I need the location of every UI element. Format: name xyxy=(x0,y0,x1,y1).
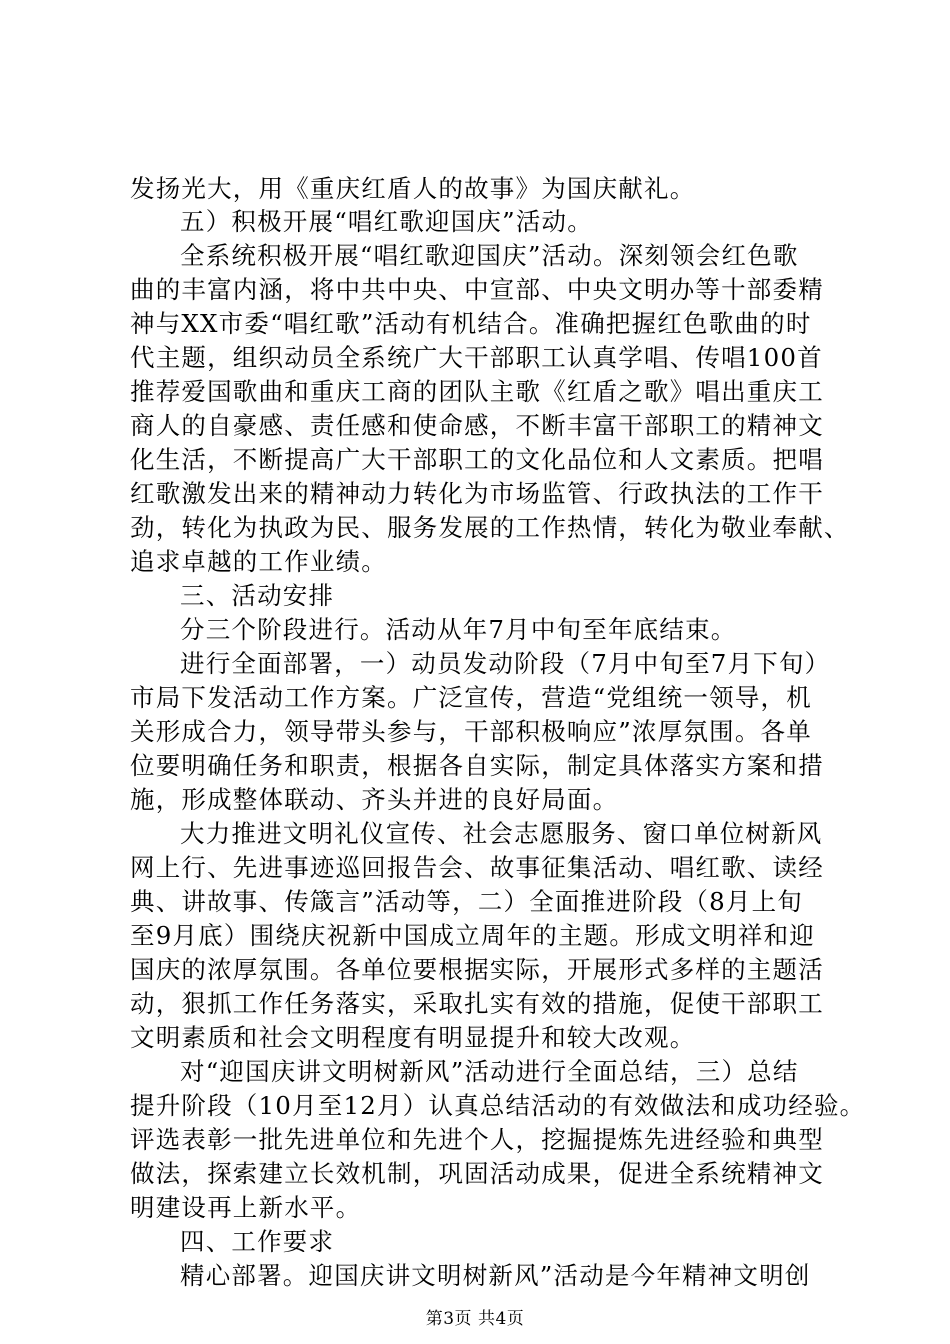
text-line: 评选表彰一批先进单位和先进个人，挖掘提炼先进经验和典型 xyxy=(130,1125,824,1154)
text-line: 提升阶段（10月至12月）认真总结活动的有效做法和成功经验。 xyxy=(130,1091,866,1120)
text-line: 动，狠抓工作任务落实，采取扎实有效的措施，促使干部职工 xyxy=(130,989,824,1018)
text-line: 推荐爱国歌曲和重庆工商的团队主歌《红盾之歌》唱出重庆工 xyxy=(130,377,824,406)
text-line: 位要明确任务和职责，根据各自实际，制定具体落实方案和措 xyxy=(130,751,824,780)
text-line: 典、讲故事、传箴言”活动等，二）全面推进阶段（8月上旬 xyxy=(130,887,804,916)
section-heading: 五）积极开展“唱红歌迎国庆”活动。 xyxy=(180,207,593,236)
text-line: 劲，转化为执政为民、服务发展的工作热情，转化为敬业奉献、 xyxy=(130,513,850,542)
text-line: 至9月底）围绕庆祝新中国成立周年的主题。形成文明祥和迎 xyxy=(130,921,815,950)
text-line: 追求卓越的工作业绩。 xyxy=(130,547,387,576)
text-line: 进行全面部署，一）动员发动阶段（7月中旬至7月下旬） xyxy=(180,649,831,678)
text-line: 关形成合力，领导带头参与，干部积极响应”浓厚氛围。各单 xyxy=(130,717,812,746)
text-line: 代主题，组织动员全系统广大干部职工认真学唱、传唱100首 xyxy=(130,343,823,372)
text-line: 分三个阶段进行。活动从年7月中旬至年底结束。 xyxy=(180,615,737,644)
text-line: 施，形成整体联动、齐头并进的良好局面。 xyxy=(130,785,619,814)
text-line: 市局下发活动工作方案。广泛宣传，营造“党组统一领导，机 xyxy=(130,683,812,712)
text-line: 红歌激发出来的精神动力转化为市场监管、行政执法的工作干 xyxy=(130,479,824,508)
text-line: 文明素质和社会文明程度有明显提升和较大改观。 xyxy=(130,1023,696,1052)
text-line: 对“迎国庆讲文明树新风”活动进行全面总结，三）总结 xyxy=(180,1057,799,1086)
text-line: 明建设再上新水平。 xyxy=(130,1193,362,1222)
text-line: 商人的自豪感、责任感和使命感，不断丰富干部职工的精神文 xyxy=(130,411,824,440)
text-line: 网上行、先进事迹巡回报告会、故事征集活动、唱红歌、读经 xyxy=(130,853,824,882)
text-line: 曲的丰富内涵，将中共中央、中宣部、中央文明办等十部委精 xyxy=(130,275,824,304)
text-line: 全系统积极开展“唱红歌迎国庆”活动。深刻领会红色歌 xyxy=(180,241,799,270)
section-heading: 三、活动安排 xyxy=(180,581,335,610)
text-line: 发扬光大，用《重庆红盾人的故事》为国庆献礼。 xyxy=(130,174,696,203)
text-line: 神与XX市委“唱红歌”活动有机结合。准确把握红色歌曲的时 xyxy=(130,309,812,338)
text-line: 国庆的浓厚氛围。各单位要根据实际，开展形式多样的主题活 xyxy=(130,955,824,984)
text-line: 精心部署。迎国庆讲文明树新风”活动是今年精神文明创 xyxy=(180,1261,811,1290)
text-line: 大力推进文明礼仪宣传、社会志愿服务、窗口单位树新风 xyxy=(180,819,823,848)
page-number-footer: 第3页 共4页 xyxy=(425,1309,525,1329)
text-line: 化生活，不断提高广大干部职工的文化品位和人文素质。把唱 xyxy=(130,445,824,474)
section-heading: 四、工作要求 xyxy=(180,1227,335,1256)
text-line: 做法，探索建立长效机制，巩固活动成果，促进全系统精神文 xyxy=(130,1159,824,1188)
